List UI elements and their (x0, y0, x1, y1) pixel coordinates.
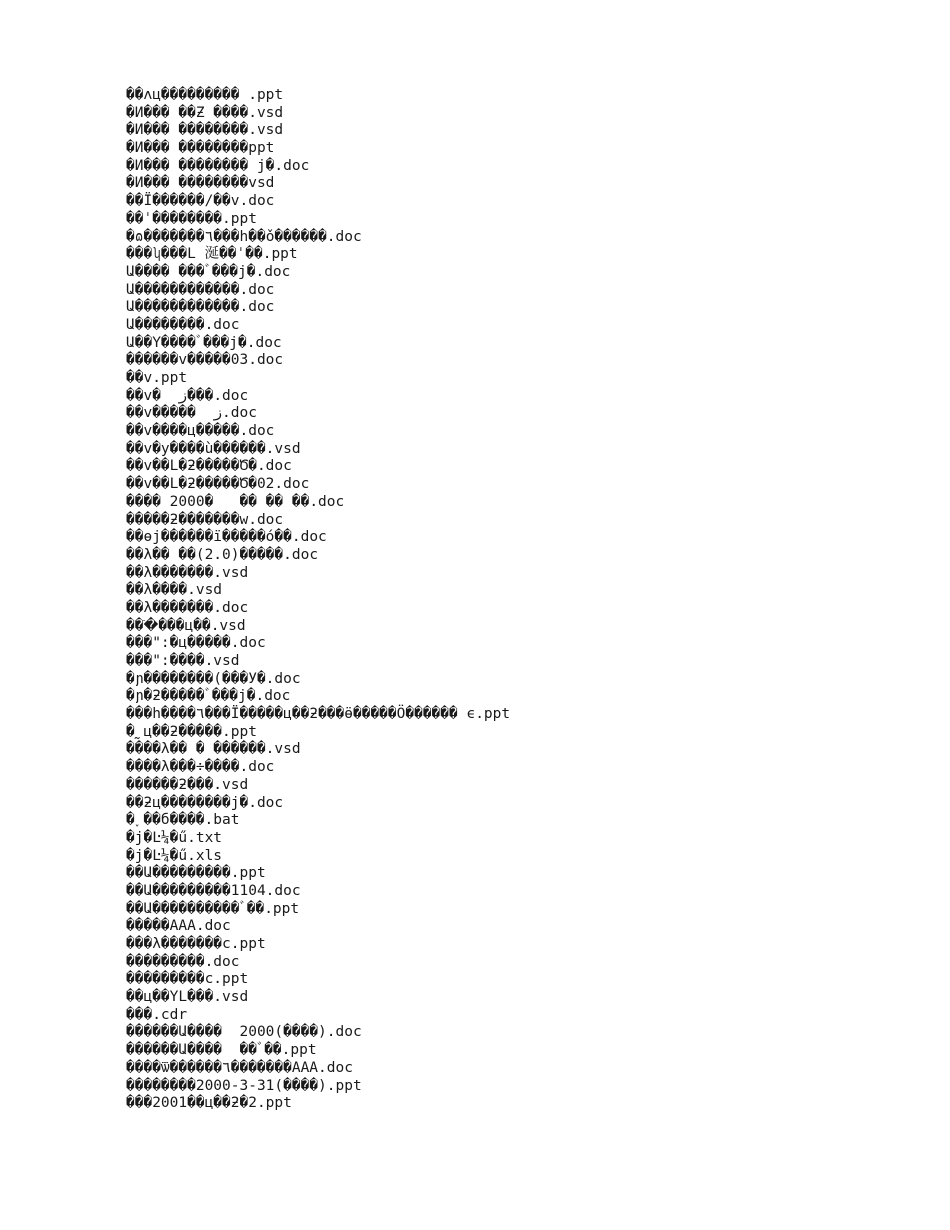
list-item: ��λ�������.doc (126, 599, 249, 616)
list-item: ��λ�������.vsd (126, 564, 249, 581)
list-item: ����λ�� � ������.vsd (126, 741, 301, 758)
list-item: �˷ц��ƻ�����.ppt (126, 723, 257, 740)
list-item: Ա��Y����ﾞ���j�.doc (126, 334, 282, 351)
list-item: ���":����.vsd (126, 653, 240, 669)
list-item: ��v��L�ƻ�����Ծ�02.doc (126, 476, 310, 493)
list-item: �ɲ�ƻ�����ﾞ���j�.doc (126, 688, 291, 705)
list-item: �����AAA.doc (126, 918, 231, 935)
list-item: ���������c.ppt (126, 971, 249, 988)
list-item: ����λ���÷����.doc (126, 759, 275, 776)
list-item: ����ѿ������٦�������AAA.doc (126, 1059, 353, 1076)
list-item: Ա������������.doc (126, 299, 275, 316)
list-item: ������Ա���� ��ﾞ��.ppt (126, 1042, 317, 1059)
list-item: �j�Ŀ¼�ű.xls (126, 847, 223, 864)
list-item: �И��� �������� j�.doc (126, 157, 310, 174)
list-item: ��Ա����������ﾞ��.ppt (126, 900, 300, 917)
list-item: ��v����� ز.doc (126, 405, 257, 422)
list-item: �����ƻ�������w.doc (126, 511, 284, 528)
list-item: ������Ա���� 2000(����).doc (126, 1024, 362, 1041)
list-item: �ɷ�������٦���h��ǒ������.doc (126, 228, 362, 245)
list-item: ��v��L�ƻ�����Ծ�.doc (126, 458, 292, 475)
list-item: ��λ�� ��(2.0)�����.doc (126, 546, 319, 563)
list-item: ���ֹ���ц��.vsd (126, 617, 246, 634)
list-item: ���� 2000� �� �� ��.doc (126, 493, 345, 510)
list-item: ��λ����.vsd (126, 582, 223, 599)
list-item: ������v�����03.doc (126, 352, 284, 369)
list-item: ������ƻ���.vsd (126, 776, 249, 793)
list-item: Ա���� ���ﾞ���j�.doc (126, 263, 291, 280)
list-item: �ɲ��������(���У�.doc (126, 670, 301, 687)
file-name-list (126, 87, 510, 1113)
list-item: ��ц��YL���.vsd (126, 989, 249, 1006)
list-item: ��v����ц�����.doc (126, 423, 275, 440)
list-item: ��v.ppt (126, 370, 188, 386)
list-item: �И��� ��������ppt (126, 140, 275, 157)
list-item: ���.cdr (126, 1006, 188, 1023)
list-item: ��Ա���������.ppt (126, 865, 266, 882)
list-item: ��v� ز���.doc (126, 387, 249, 404)
list-item: Ա��������.doc (126, 316, 240, 333)
list-item: �j�Ŀ¼�ű.txt (126, 829, 223, 846)
list-item: Ա������������.doc (126, 281, 275, 298)
list-item: �˯��б����.bat (126, 812, 240, 829)
list-item: �И��� ��������.vsd (126, 122, 284, 139)
list-item: ��Ï������/��v.doc (126, 193, 275, 210)
list-item: ��v�у����ù������.vsd (126, 440, 301, 457)
list-item: �И��� ��Ƶ ����.vsd (126, 104, 284, 121)
list-item: �И��� ��������vsd (126, 175, 275, 192)
list-item: ���":�ц�����.doc (126, 635, 266, 652)
list-item: ���h����٦���Ï�����ц��ƻ���ӫ�����Ö������ ϵ.ppt (126, 706, 511, 723)
list-item: ���ʮ���L 涎��ˈ��.ppt (126, 246, 298, 263)
list-item: ��ѳj������ï�����ό��.doc (126, 529, 327, 546)
list-item: ��ʌц��������� .ppt (126, 87, 284, 103)
list-item: ��ˈ��������.ppt (126, 210, 257, 227)
list-item: ���������.doc (126, 953, 240, 970)
list-item: ��������2000-3-31(����).ppt (126, 1077, 362, 1094)
list-item: ���λ�������c.ppt (126, 936, 266, 952)
list-item: ��Ա���������1104.doc (126, 882, 301, 899)
list-item: ��ƻц��������j�.doc (126, 794, 284, 811)
list-item: ���2001��ц��ƻ�2.ppt (126, 1095, 292, 1112)
